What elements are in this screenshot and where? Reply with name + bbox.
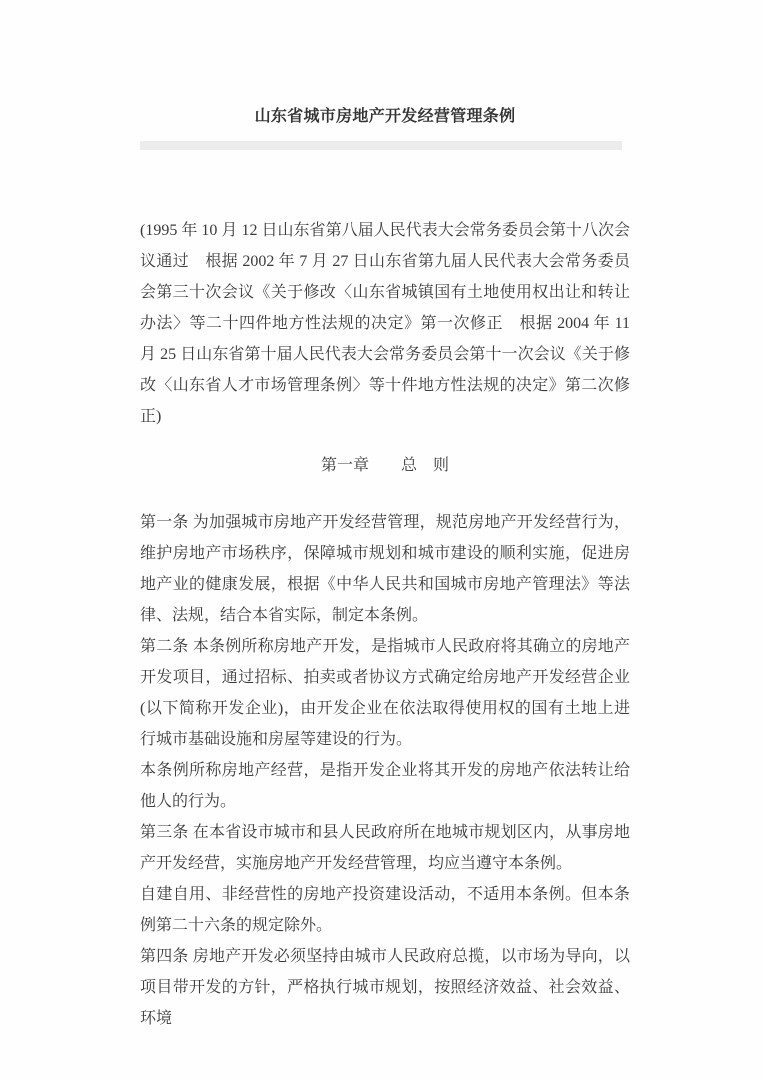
title-highlight-band — [140, 141, 622, 150]
body-paragraph-article-4: 第四条 房地产开发必须坚持由城市人民政府总揽，以市场为导向，以项目带开发的方针，严格执行城市规划，按照经济效益、社会效益、环境 — [140, 948, 630, 1027]
body-paragraph-article-3: 第三条 在本省设市城市和县人民政府所在地城市规划区内，从事房地产开发经营，实施房地产开发经营管理，均应当遵守本条例。 — [140, 824, 630, 872]
chapter-heading: 第一章 总 则 — [320, 457, 449, 474]
body-paragraph-article-3-continued: 自建自用、非经营性的房地产投资建设活动，不适用本条例。但本条例第二十六条的规定除外。 — [140, 886, 630, 934]
document-body — [140, 215, 630, 1034]
body-paragraph-article-2-continued: 本条例所称房地产经营，是指开发企业将其开发的房地产依法转让给他人的行为。 — [140, 762, 630, 810]
document-title: 山东省城市房地产开发经营管理条例 — [254, 108, 516, 125]
body-paragraph-article-1: 第一条 为加强城市房地产开发经营管理，规范房地产开发经营行为，维护房地产市场秩序，保障城市规划和城市建设的顺利实施，促进房地产业的健康发展，根据《中华人民共和国城市房地产管理法》等法律、法规，结合本省实际，制定本条例。 — [140, 514, 630, 624]
preamble-paragraph: (1995 年 10 月 12 日山东省第八届人民代表大会常务委员会第十八次会议通过 根据 2002 年 7 月 27 日山东省第九届人民代表大会常务委员会第三十次会议《关于修改〈山东省城镇国有土地使用权出让和转让办法〉等二十四件地方性法规的决定》第一次修正 根据 2004 年 11 月 25 日山东省第十届人民代表大会常务委员会第十一次会议《关于修改〈山东省人才市场管理条例〉等十件地方性法规的决定》第二次修正) — [140, 222, 630, 425]
body-paragraph-article-2: 第二条 本条例所称房地产开发，是指城市人民政府将其确立的房地产开发项目，通过招标、拍卖或者协议方式确定给房地产开发经营企业(以下简称开发企业)，由开发企业在依法取得使用权的国有土地上进行城市基础设施和房屋等建设的行为。 — [140, 638, 630, 748]
